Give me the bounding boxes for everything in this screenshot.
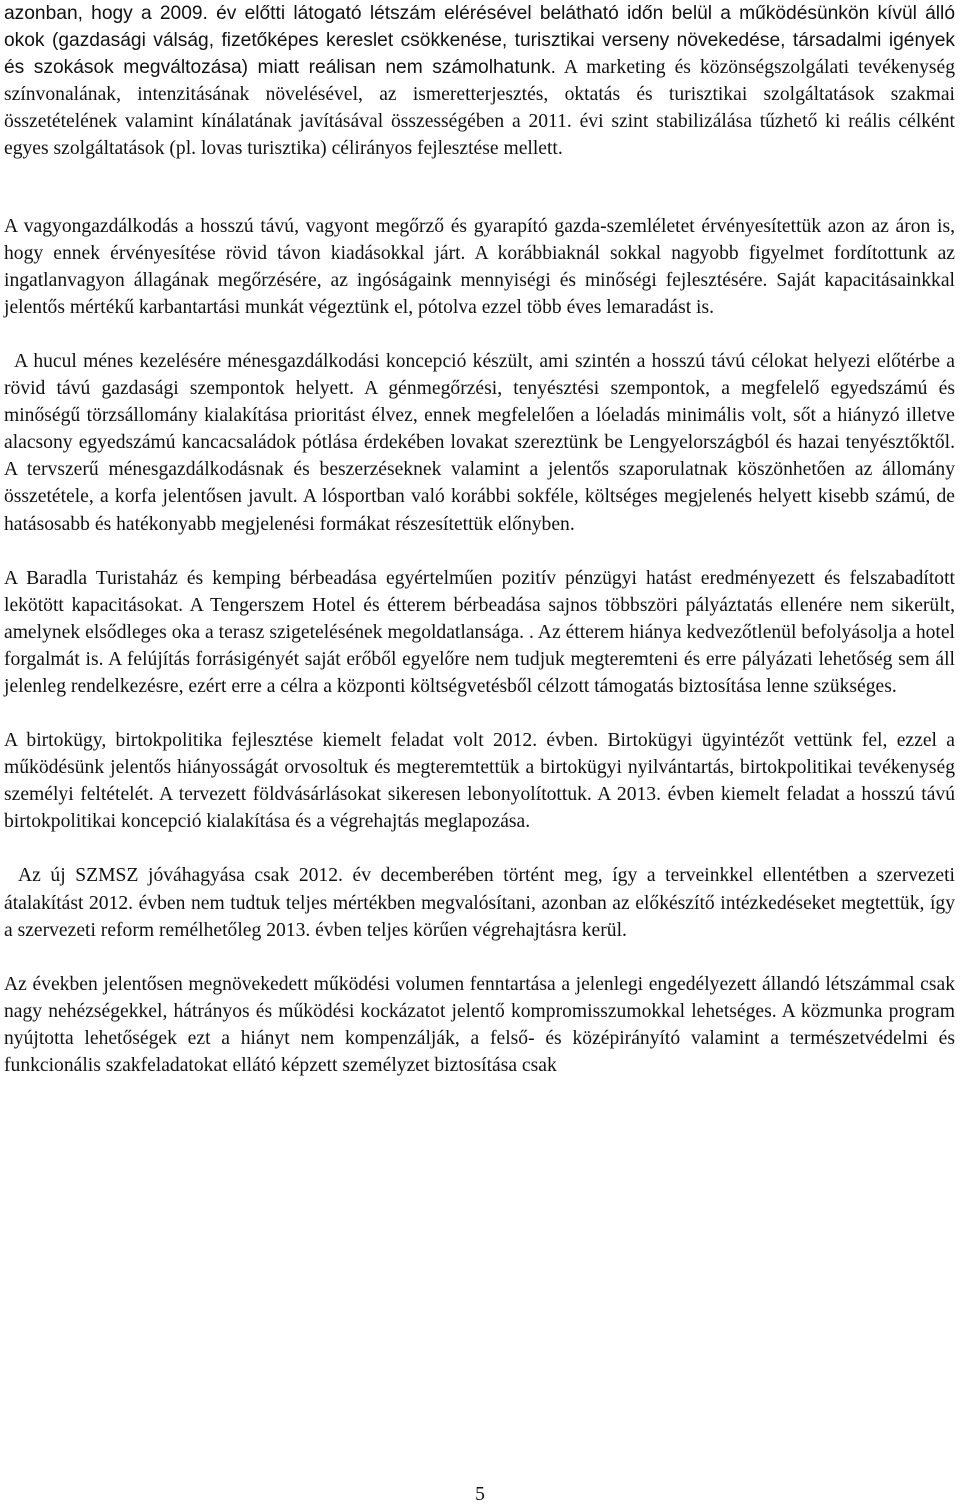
page-number: 5 [475, 1484, 485, 1505]
document-page [4, 0, 955, 1079]
paragraph-marketing-text: A marketing és közönségszolgálati tevékenység színvonalának, intenzitásának növelésével, az ismeretterjesztés, oktatás és turisztikai szolgáltatások szakmai összetételének valamint kínálatának javításával összességében a 2011. évi szint stabilizálása tűzhető ki reális célként egyes szolgáltatások (pl. lovas turisztika) célirányos fejlesztése mellett. [4, 57, 955, 160]
paragraph-visitor-numbers [4, 0, 955, 163]
paragraph-szmsz: Az új SZMSZ jóváhagyása csak 2012. év decemberében történt meg, így a terveinkkel ellentétben a szervezeti átalakítást 2012. évben nem tudtuk teljes mértékben megvalósítani, azonban az előkészítő intézkedéseket megtettük, így a szervezeti reform remélhetőleg 2013. évben teljes körűen végrehajtásra kerül. [4, 865, 955, 941]
paragraph-baradla-lease: A Baradla Turistaház és kemping bérbeadása egyértelműen pozitív pénzügyi hatást eredményezett és felszabadított lekötött kapacitásokat. A Tengerszem Hotel és étterem bérbeadása sajnos többszöri pályáztatás ellenére nem sikerült, amelynek elsődleges oka a terasz szigetelésének megoldatlansága. . Az étterem hiánya kedvezőtlenül befolyásolja a hotel forgalmát is. A felújítás forrásigényét saját erőből egyelőre nem tudjuk megteremteni és erre pályázati lehetőség sem áll jelenleg rendelkezésre, ezért erre a célra a központi költségvetésből célzott támogatás biztosítása lenne szükséges. [4, 567, 955, 697]
paragraph-continuation-text: azonban, hogy a 2009. év előtti látogató létszám elérésével belátható időn belül a működésünkön kívül álló okok (gazdasági válság, fizetőképes kereslet csökkenése, turisztikai verseny növekedése, társadalmi igények és szokások megváltozása) miatt reálisan nem számolhatunk. [4, 3, 955, 79]
paragraph-asset-management: A vagyongazdálkodás a hosszú távú, vagyont megőrző és gyarapító gazda-szemléletet érvényesítettük azon az áron is, hogy ennek érvényesítése rövid távon kiadásokkal járt. A korábbiaknál sokkal nagyobb figyelmet fordítottunk az ingatlanvagyon állagának megőrzésére, az ingóságaink mennyiségi és minőségi fejlesztésére. Saját kapacitásainkkal jelentős mértékű karbantartási munkát végeztünk el, pótolva ezzel több éves lemaradást is. [4, 215, 955, 318]
paragraph-land-policy: A birtokügy, birtokpolitika fejlesztése kiemelt feladat volt 2012. évben. Birtokügyi ügyintézőt vettünk fel, ezzel a működésünk jelentős hiányosságát orvosoltuk és megteremtettük a birtokügyi nyilvántartás, birtokpolitikai tevékenység személyi feltételét. A tervezett földvásárlásokat sikeresen lebonyolítottuk. A 2013. évben kiemelt feladat a hosszú távú birtokpolitikai koncepció kialakítása és a végrehajtás meglapozása. [4, 730, 955, 833]
paragraph-hucul-herd: A hucul ménes kezelésére ménesgazdálkodási koncepció készült, ami szintén a hosszú távú célokat helyezi előtérbe a rövid távú gazdasági szempontok helyett. A génmegőrzési, tenyésztési szempontok, a megfelelő egyedszámú és minőségű törzsállomány kialakítása prioritást élvez, ennek megfelelően a lóeladás minimális volt, sőt a hiányzó illetve alacsony egyedszámú kancacsaládok pótlása érdekében lovakat szereztünk be Lengyelországból és hazai tenyésztőktől. A tervszerű ménesgazdálkodásnak és beszerzéseknek valamint a jelentős szaporulatnak köszönhetően az állomány összetétele, a korfa jelentősen javult. A lósportban való korábbi sokféle, költséges megjelenés helyett kisebb számú, de hatásosabb és hatékonyabb megjelenési formákat részesítettük előnyben. [4, 350, 955, 535]
paragraph-staffing: Az években jelentősen megnövekedett működési volumen fenntartása a jelenlegi engedélyezett állandó létszámmal csak nagy nehézségekkel, hátrányos és működési kockázatot jelentő kompromisszumokkal lehetséges. A közmunka program nyújtotta lehetőségek ezt a hiányt nem kompenzálják, a felső- és középirányító valamint a természetvédelmi és funkcionális szakfeladatokat ellátó képzett személyzet biztosítása csak [4, 973, 955, 1076]
